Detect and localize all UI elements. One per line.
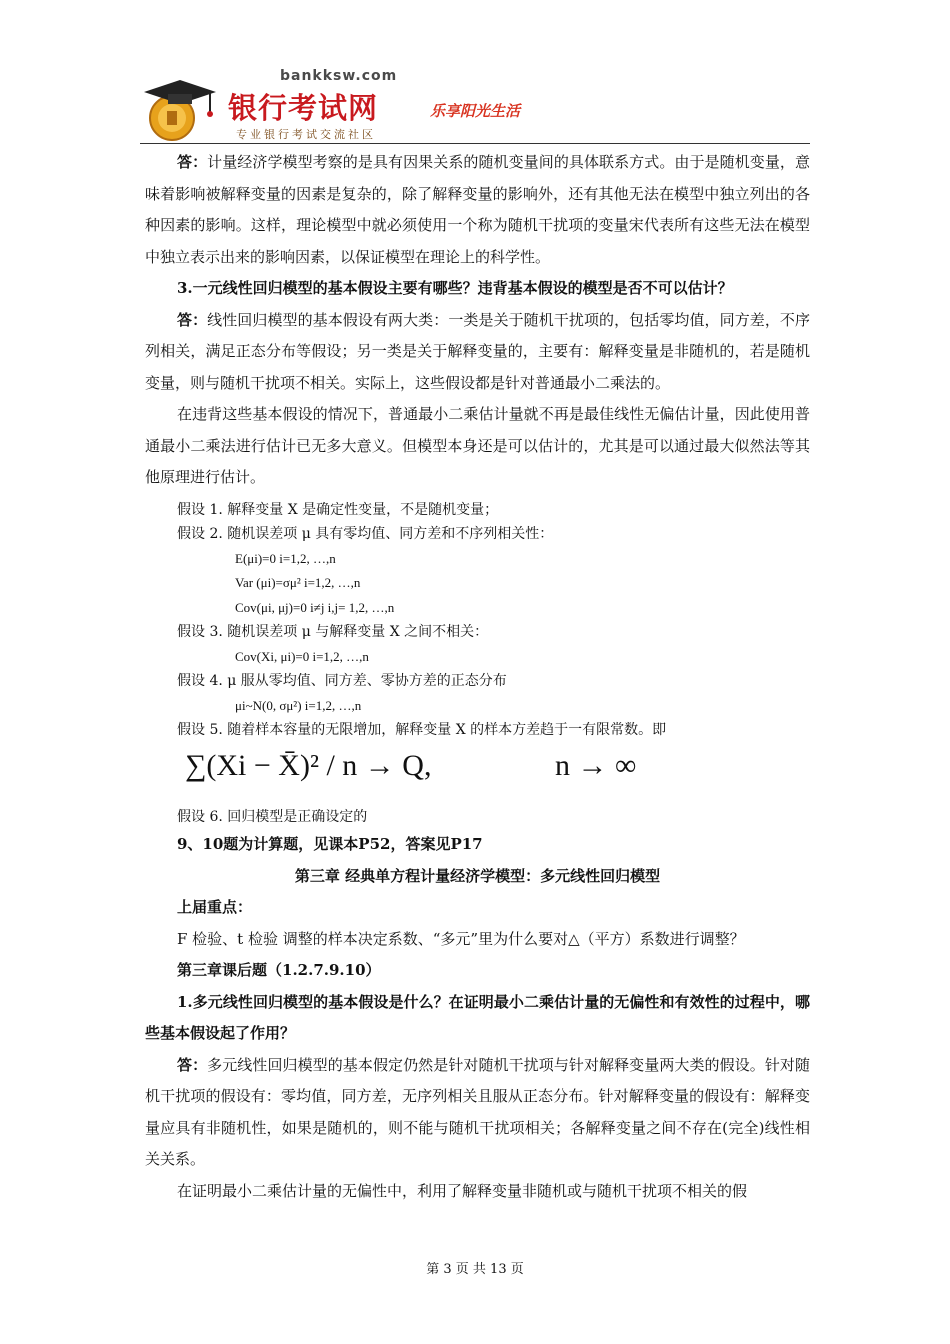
exercise-note: 9、10题为计算题，见课本P52，答案见P17 [177, 835, 483, 853]
answer-text: 多元线性回归模型的基本假定仍然是针对随机干扰项与针对解释变量两大类的假设。针对随机干扰项的假设有：零均值，同方差，无序列相关且服从正态分布。针对解释变量的假设有：解释变量应具有非随机性，如果是随机的，则不能与随机干扰项相关；各解释变量之间不存在(完全)线性相关关系。 [145, 1055, 810, 1168]
answer-paragraph [145, 305, 810, 400]
answer-label: 答： [177, 310, 208, 329]
previous-key-points: F 检验、t 检验 调整的样本决定系数、“多元”里为什么要对△（平方）系数进行调整？ [177, 929, 745, 948]
site-slogan: 乐享阳光生活 [430, 102, 521, 120]
formula-line: μi~N(0, σμ²) i=1,2, …,n [235, 697, 362, 713]
formula-line: Cov(Xi, μi)=0 i=1,2, …,n [235, 648, 369, 664]
homework-heading: 第三章课后题（1.2.7.9.10） [177, 961, 381, 979]
document-body [145, 147, 810, 1207]
body-paragraph: 在证明最小二乘估计量的无偏性中，利用了解释变量非随机或与随机干扰项不相关的假 [177, 1181, 748, 1200]
site-subtitle: 专业银行考试交流社区 [236, 128, 376, 141]
assumption-1: 假设 1. 解释变量 X 是确定性变量，不是随机变量； [177, 501, 499, 518]
graduation-cap-logo-icon [140, 78, 216, 142]
question-1: 1.多元线性回归模型的基本假设是什么？在证明最小二乘估计量的无偏性和有效性的过程中，哪些基本假设起了作用？ [145, 992, 810, 1042]
formula-line: Var (μi)=σμ² i=1,2, …,n [235, 575, 361, 590]
chapter-title: 第三章 经典单方程计量经济学模型：多元线性回归模型 [294, 866, 661, 885]
page-number: 第 3 页 共 13 页 [426, 1262, 524, 1277]
formula-right: n → ∞ [555, 748, 637, 782]
question-3: 3.一元线性回归模型的基本假设主要有哪些？违背基本假设的模型是否不可以估计？ [177, 279, 733, 297]
answer-label: 答： [177, 1055, 208, 1074]
assumption-5: 假设 5. 随着样本容量的无限增加，解释变量 X 的样本方差趋于一有限常数。即 [177, 722, 667, 738]
answer-paragraph [145, 1050, 810, 1176]
site-header [140, 60, 810, 146]
limit-formula [145, 743, 810, 805]
assumption-3: 假设 3. 随机误差项 μ 与解释变量 X 之间不相关： [177, 624, 489, 640]
formula-line: E(μi)=0 i=1,2, …,n [235, 550, 336, 566]
site-url: bankksw.com [280, 68, 398, 84]
answer-paragraph [145, 147, 810, 273]
formula-line: Cov(μi, μj)=0 i≠j i,j= 1,2, …,n [235, 599, 395, 615]
formula-left: ∑(Xi − X̄)² / n → Q, [185, 748, 432, 782]
header-divider [140, 143, 810, 144]
answer-label: 答： [177, 153, 208, 171]
assumption-6: 假设 6. 回归模型是正确设定的 [177, 808, 368, 825]
assumption-2: 假设 2. 随机误差项 μ 具有零均值、同方差和不序列相关性： [177, 526, 554, 542]
body-paragraph: 在违背这些基本假设的情况下，普通最小二乘估计量就不再是最佳线性无偏估计量，因此使用普通最小二乘法进行估计已无多大意义。但模型本身还是可以估计的，尤其是可以通过最大似然法等其他原理进行估计。 [145, 405, 810, 486]
answer-text: 计量经济学模型考察的是具有因果关系的随机变量间的具体联系方式。由于是随机变量，意味着影响被解释变量的因素是复杂的，除了解释变量的影响外，还有其他无法在模型中独立列出的各种因素的影响。这样，理论模型中就必须使用一个称为随机干扰项的变量宋代表所有这些无法在模型中独立表示出来的影响因素，以保证模型在理论上的科学性。 [145, 153, 810, 266]
assumption-4: 假设 4. μ 服从零均值、同方差、零协方差的正态分布 [177, 673, 507, 689]
site-name: 银行考试网 [228, 91, 379, 125]
answer-text: 线性回归模型的基本假设有两大类：一类是关于随机干扰项的，包括零均值，同方差，不序列相关，满足正态分布等假设；另一类是关于解释变量的，主要有：解释变量是非随机的，若是随机变量，则与随机干扰项不相关。实际上，这些假设都是针对普通最小二乘法的。 [145, 310, 810, 392]
previous-key-points-label: 上届重点： [177, 898, 253, 916]
